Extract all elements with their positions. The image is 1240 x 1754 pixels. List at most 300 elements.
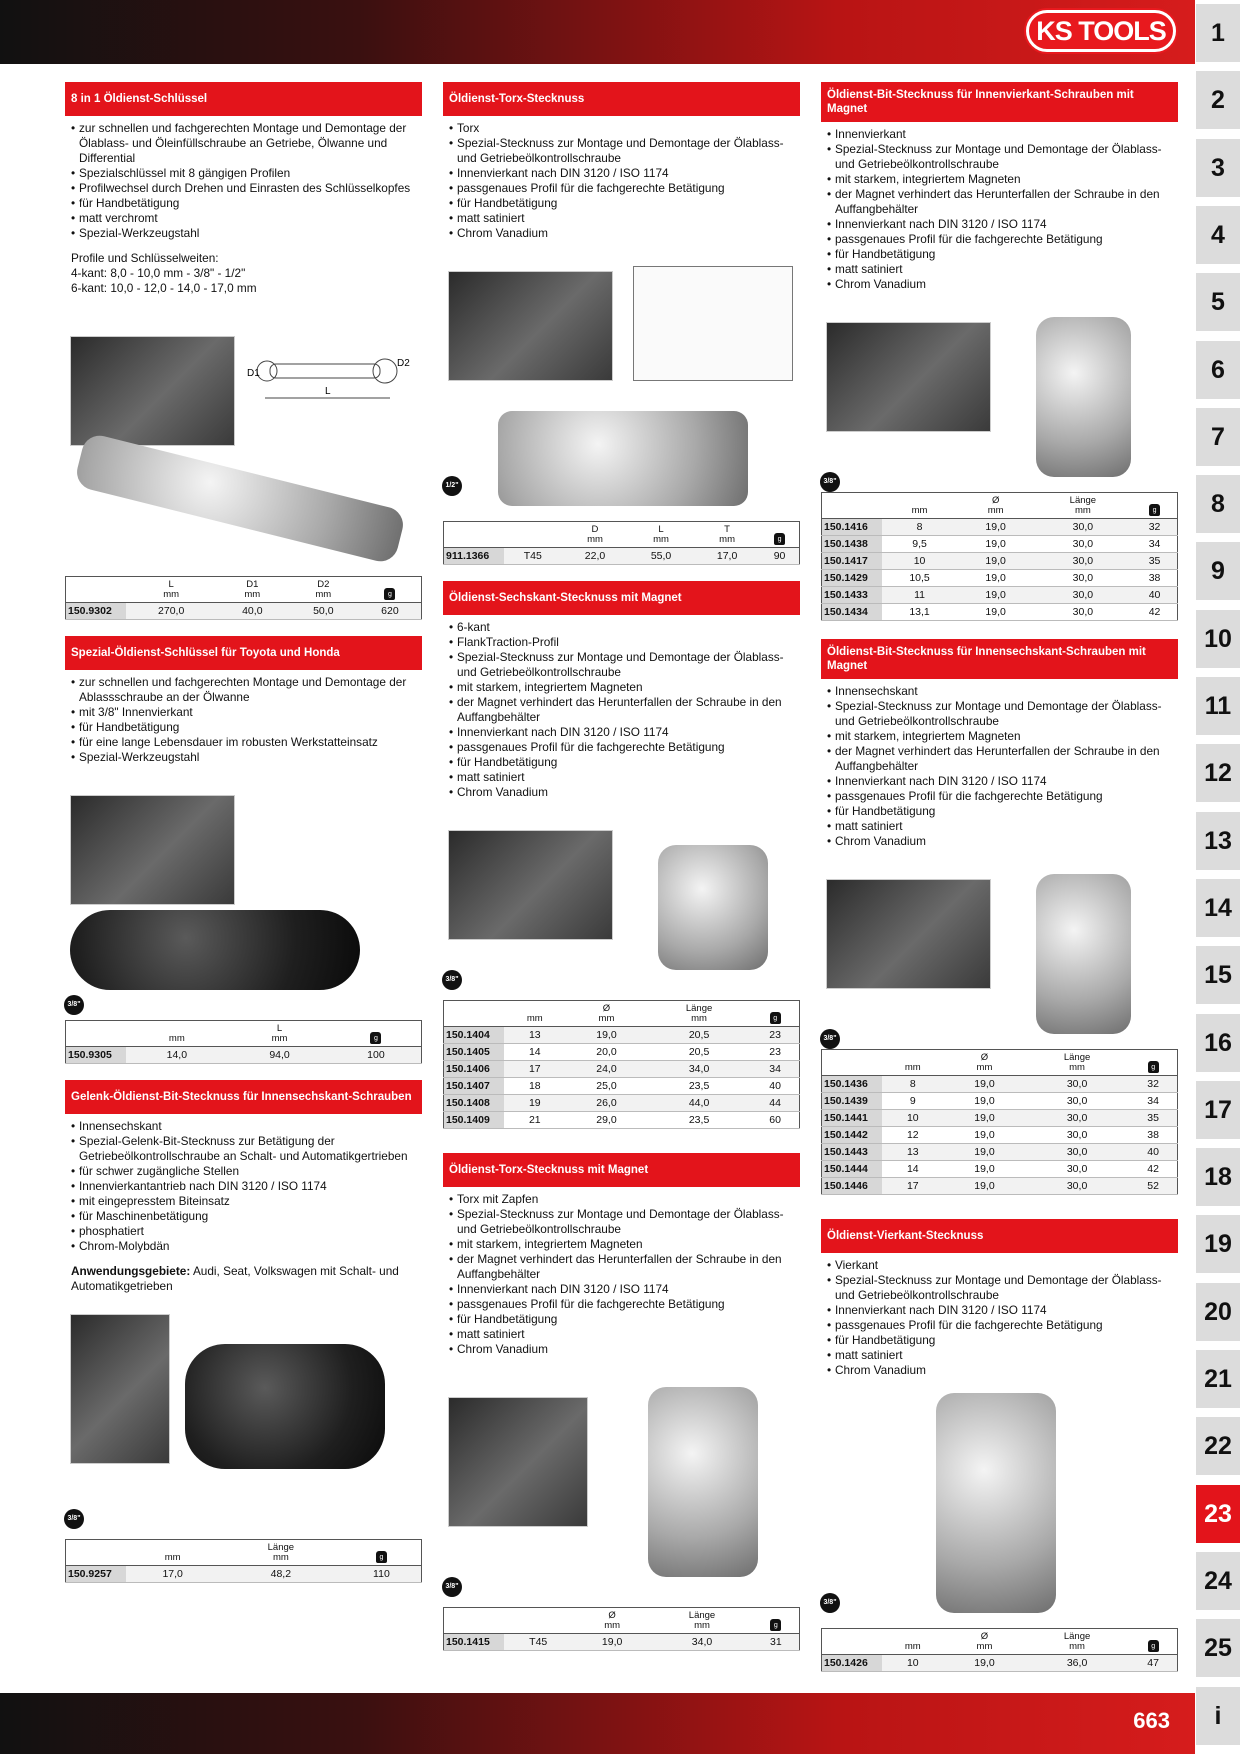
product-torx-socket	[443, 82, 800, 565]
table-cell: 17	[504, 1061, 567, 1078]
usage-value: Audi, Seat, Volkswagen mit Schalt- und Automatikgetrieben	[71, 1264, 399, 1293]
article-number: 150.1426	[822, 1655, 882, 1672]
table-cell: 17,0	[694, 548, 760, 565]
spec-table	[821, 1049, 1178, 1195]
profile-text: Profile und Schlüsselweiten: 4-kant: 8,0 - 10,0 mm - 3/8" - 1/2" 6-kant: 10,0 - 12,0 - 14,0 - 17,0 mm	[71, 251, 257, 295]
header-cell	[760, 522, 799, 548]
spec-table	[443, 521, 800, 565]
table-cell: 30,0	[1034, 587, 1132, 604]
table-row	[822, 587, 1178, 604]
feature-item: • passgenaues Profil für die fachgerechte Betätigung	[827, 789, 1178, 804]
feature-list	[443, 1192, 800, 1357]
header-cell	[331, 1021, 422, 1047]
usage-photo	[448, 830, 613, 940]
drive-size-badge: 3/8"	[442, 970, 462, 990]
dim-d1-label: D1	[247, 368, 260, 379]
table-cell: 19,0	[958, 604, 1034, 621]
product-images	[65, 1304, 422, 1539]
feature-item: • mit starkem, integriertem Magneten	[827, 729, 1178, 744]
article-number: 150.1407	[444, 1078, 504, 1095]
tab-12[interactable]: 12	[1196, 744, 1240, 802]
feature-item: • Chrom Vanadium	[827, 277, 1178, 292]
product-hex-socket-magnet	[443, 581, 800, 1129]
page-number: 663	[1133, 1708, 1170, 1733]
header-cell	[504, 522, 562, 548]
feature-item: • Spezial-Werkzeugstahl	[71, 750, 422, 765]
feature-item: • passgenaues Profil für die fachgerechte Betätigung	[827, 1318, 1178, 1333]
table-cell: 30,0	[1034, 536, 1132, 553]
header-cell: D1 mm	[217, 577, 288, 603]
table-cell: 40	[1129, 1144, 1177, 1161]
drive-size-badge: 1/2"	[442, 476, 462, 496]
usage-photo	[70, 1314, 170, 1464]
feature-item: • mit starkem, integriertem Magneten	[449, 1237, 800, 1252]
header-cell	[66, 577, 126, 603]
article-number: 150.1417	[822, 553, 882, 570]
article-number: 150.1404	[444, 1027, 504, 1044]
table-cell: 30,0	[1025, 1178, 1129, 1195]
feature-item: • Spezial-Stecknuss zur Montage und Demontage der Ölablass- und Getriebeölkontrollschraube	[449, 650, 800, 680]
table-cell: 19,0	[944, 1093, 1025, 1110]
toyota-honda-key-image	[70, 910, 360, 990]
table-cell: 40	[1132, 587, 1177, 604]
drive-size-badge: 3/8"	[820, 1029, 840, 1049]
header-cell	[444, 1001, 504, 1027]
table-cell: 40,0	[217, 603, 288, 620]
tab-9[interactable]: 9	[1196, 542, 1240, 600]
feature-item: • passgenaues Profil für die fachgerechte Betätigung	[449, 740, 800, 755]
table-cell: 52	[1129, 1178, 1177, 1195]
feature-item: • Spezial-Stecknuss zur Montage und Demontage der Ölablass- und Getriebeölkontrollschraube	[827, 699, 1178, 729]
table-row	[822, 604, 1178, 621]
table-row	[444, 1078, 800, 1095]
feature-item: • Chrom Vanadium	[449, 785, 800, 800]
tab-8[interactable]: 8	[1196, 475, 1240, 533]
table-cell: 10	[882, 1110, 945, 1127]
section-title: Öldienst-Torx-Stecknuss mit Magnet	[443, 1153, 800, 1187]
table-cell: 50,0	[288, 603, 359, 620]
table-cell: 32	[1132, 519, 1177, 536]
table-cell: 44	[751, 1095, 799, 1112]
header-cell: mm	[882, 1050, 945, 1076]
table-cell: 34,0	[651, 1634, 752, 1651]
feature-item: • Innenvierkant nach DIN 3120 / ISO 1174	[827, 1303, 1178, 1318]
feature-item: • mit eingepresstem Biteinsatz	[71, 1194, 422, 1209]
article-number: 911.1366	[444, 548, 504, 565]
table-cell: 30,0	[1025, 1076, 1129, 1093]
tab-14[interactable]: 14	[1196, 879, 1240, 937]
product-square-socket	[821, 1219, 1178, 1672]
table-cell: 20,5	[647, 1044, 751, 1061]
table-row	[66, 1047, 422, 1064]
joint-socket-image	[185, 1344, 385, 1469]
feature-item: • passgenaues Profil für die fachgerechte Betätigung	[449, 1297, 800, 1312]
usage-photo	[70, 336, 235, 446]
drive-size-badge: 3/8"	[820, 472, 840, 492]
header-cell: mm	[126, 1021, 229, 1047]
table-cell: 19,0	[944, 1178, 1025, 1195]
product-images	[65, 775, 422, 1020]
table-cell: 19,0	[944, 1076, 1025, 1093]
table-cell: 30,0	[1025, 1161, 1129, 1178]
footer-band	[0, 1693, 1195, 1754]
feature-item: • Spezial-Werkzeugstahl	[71, 226, 422, 241]
table-cell: 20,0	[566, 1044, 647, 1061]
tab-5[interactable]: 5	[1196, 273, 1240, 331]
tab-23[interactable]: 23	[1196, 1485, 1240, 1543]
feature-item: • Innenvierkant nach DIN 3120 / ISO 1174	[827, 217, 1178, 232]
table-cell: 30,0	[1034, 553, 1132, 570]
feature-item: • für Handbetätigung	[449, 1312, 800, 1327]
tab-6[interactable]: 6	[1196, 341, 1240, 399]
tab-1[interactable]: 1	[1196, 4, 1240, 62]
header-cell: Länge mm	[647, 1001, 751, 1027]
table-cell: 23,5	[647, 1112, 751, 1129]
feature-item: • Chrom Vanadium	[827, 1363, 1178, 1378]
table-cell: 19,0	[944, 1110, 1025, 1127]
tab-15[interactable]: 15	[1196, 946, 1240, 1004]
article-number: 150.1415	[444, 1634, 504, 1651]
table-row	[822, 519, 1178, 536]
feature-list	[443, 620, 800, 800]
weight-icon: g	[1148, 1640, 1159, 1652]
table-cell: 38	[1132, 570, 1177, 587]
article-number: 150.1434	[822, 604, 882, 621]
table-cell: 30,0	[1025, 1144, 1129, 1161]
hex-bit-socket-image	[1036, 874, 1131, 1034]
spec-table	[65, 1020, 422, 1064]
header-cell	[444, 522, 504, 548]
usage-photo	[826, 322, 991, 432]
header-cell: mm	[882, 1629, 945, 1655]
tab-19[interactable]: 19	[1196, 1215, 1240, 1273]
feature-list	[821, 1258, 1178, 1378]
feature-item: • matt verchromt	[71, 211, 422, 226]
feature-item: • matt satiniert	[449, 211, 800, 226]
table-cell: 19,0	[566, 1027, 647, 1044]
tab-20[interactable]: 20	[1196, 1283, 1240, 1341]
article-number: 150.1439	[822, 1093, 882, 1110]
tab-17[interactable]: 17	[1196, 1081, 1240, 1139]
table-row	[66, 1566, 422, 1583]
table-row	[444, 1095, 800, 1112]
torx-magnet-socket-image	[648, 1387, 758, 1577]
spec-table	[821, 1628, 1178, 1672]
table-cell: 34	[1132, 536, 1177, 553]
table-cell: 40	[751, 1078, 799, 1095]
feature-item: • matt satiniert	[827, 819, 1178, 834]
tab-11[interactable]: 11	[1196, 677, 1240, 735]
article-number: 150.1436	[822, 1076, 882, 1093]
article-number: 150.1408	[444, 1095, 504, 1112]
table-cell: 22,0	[562, 548, 628, 565]
feature-item: • Chrom Vanadium	[449, 1342, 800, 1357]
feature-item: • matt satiniert	[827, 262, 1178, 277]
header-cell	[66, 1540, 126, 1566]
table-cell: 30,0	[1025, 1127, 1129, 1144]
drive-size-badge: 3/8"	[442, 1577, 462, 1597]
table-cell: 32	[1129, 1076, 1177, 1093]
header-cell	[359, 577, 422, 603]
table-cell: 14	[504, 1044, 567, 1061]
feature-item: • für Handbetätigung	[827, 804, 1178, 819]
product-images	[443, 251, 800, 521]
article-number: 150.1444	[822, 1161, 882, 1178]
table-cell: 13,1	[882, 604, 958, 621]
table-cell: 18	[504, 1078, 567, 1095]
table-cell: 10	[882, 1655, 945, 1672]
tab-i[interactable]: i	[1196, 1687, 1240, 1745]
section-title: Öldienst-Torx-Stecknuss	[443, 82, 800, 116]
table-cell: 90	[760, 548, 799, 565]
article-number: 150.1429	[822, 570, 882, 587]
table-cell: 17,0	[126, 1566, 220, 1583]
table-cell: 9	[882, 1093, 945, 1110]
section-title: Gelenk-Öldienst-Bit-Stecknuss für Innensechskant-Schrauben	[65, 1080, 422, 1114]
table-cell: 21	[504, 1112, 567, 1129]
table-row	[822, 1161, 1178, 1178]
tab-22[interactable]: 22	[1196, 1417, 1240, 1475]
table-row	[822, 536, 1178, 553]
table-cell: 30,0	[1034, 570, 1132, 587]
product-toyota-honda-key	[65, 636, 422, 1064]
feature-item: • Innenvierkant nach DIN 3120 / ISO 1174	[449, 166, 800, 181]
table-cell: 19,0	[573, 1634, 651, 1651]
article-number: 150.1443	[822, 1144, 882, 1161]
tab-10[interactable]: 10	[1196, 610, 1240, 668]
feature-item: • für Maschinenbetätigung	[71, 1209, 422, 1224]
header-cell	[822, 1050, 882, 1076]
table-cell: 34	[751, 1061, 799, 1078]
feature-item: • zur schnellen und fachgerechten Montage und Demontage der Ölablass- und Öleinfüllschraube an Getriebe, Ölwanne und Differential	[71, 121, 422, 166]
feature-item: • für Handbetätigung	[449, 755, 800, 770]
header-cell: Länge mm	[651, 1608, 752, 1634]
feature-item: • für schwer zugängliche Stellen	[71, 1164, 422, 1179]
table-cell: 13	[504, 1027, 567, 1044]
article-number: 150.9305	[66, 1047, 126, 1064]
feature-item: • Chrom Vanadium	[449, 226, 800, 241]
header-cell: D2 mm	[288, 577, 359, 603]
table-cell: 55,0	[628, 548, 694, 565]
feature-list	[65, 675, 422, 765]
hex-socket-image	[658, 845, 768, 970]
table-cell: 30,0	[1034, 604, 1132, 621]
section-title: Öldienst-Bit-Stecknuss für Innensechskant-Schrauben mit Magnet	[821, 639, 1178, 679]
header-cell	[444, 1608, 504, 1634]
product-images	[821, 302, 1178, 492]
feature-item: • Spezial-Stecknuss zur Montage und Demontage der Ölablass- und Getriebeölkontrollschraube	[449, 1207, 800, 1237]
article-number: 150.1416	[822, 519, 882, 536]
header-cell	[504, 1608, 573, 1634]
weight-icon: g	[376, 1551, 387, 1563]
product-images	[443, 1367, 800, 1607]
weight-icon: g	[770, 1012, 781, 1024]
feature-item: • zur schnellen und fachgerechten Montage und Demontage der Ablassschraube an der Ölwanne	[71, 675, 422, 705]
header-cell: Ø mm	[944, 1050, 1025, 1076]
8in1-key-product-image	[73, 432, 407, 565]
header-cell: L mm	[628, 522, 694, 548]
weight-icon: g	[1149, 504, 1160, 516]
table-cell: 14	[882, 1161, 945, 1178]
feature-item: • Spezial-Gelenk-Bit-Stecknuss zur Betätigung der Getriebeölkontrollschraube an Schalt- und Automatikgertrieben	[71, 1134, 422, 1164]
table-cell: 25,0	[566, 1078, 647, 1095]
table-cell: 35	[1132, 553, 1177, 570]
feature-item: • Innenvierkant nach DIN 3120 / ISO 1174	[449, 1282, 800, 1297]
feature-item: • Innenvierkant	[827, 127, 1178, 142]
table-cell: 19	[504, 1095, 567, 1112]
header-cell: D mm	[562, 522, 628, 548]
table-cell: 34	[1129, 1093, 1177, 1110]
table-cell: 17	[882, 1178, 945, 1195]
table-cell: 47	[1129, 1655, 1177, 1672]
tab-3[interactable]: 3	[1196, 139, 1240, 197]
tab-25[interactable]: 25	[1196, 1619, 1240, 1677]
dim-l-label: L	[325, 386, 331, 397]
table-cell: 19,0	[944, 1144, 1025, 1161]
article-number: 150.1433	[822, 587, 882, 604]
article-number: 150.1438	[822, 536, 882, 553]
table-cell: 20,5	[647, 1027, 751, 1044]
header-cell: mm	[882, 493, 958, 519]
product-joint-bit-socket	[65, 1080, 422, 1583]
table-cell: 31	[753, 1634, 800, 1651]
feature-item: • für Handbetätigung	[449, 196, 800, 211]
feature-item: • der Magnet verhindert das Herunterfallen der Schraube in den Auffangbehälter	[827, 187, 1178, 217]
spec-table	[443, 1000, 800, 1129]
weight-icon: g	[370, 1032, 381, 1044]
table-cell: 110	[342, 1566, 422, 1583]
feature-item: • für eine lange Lebensdauer im robusten Werkstatteinsatz	[71, 735, 422, 750]
weight-icon: g	[774, 533, 785, 545]
article-number: 150.9302	[66, 603, 126, 620]
table-cell: 13	[882, 1144, 945, 1161]
table-cell: 44,0	[647, 1095, 751, 1112]
spec-table	[65, 576, 422, 620]
header-cell: mm	[504, 1001, 567, 1027]
tab-16[interactable]: 16	[1196, 1014, 1240, 1072]
feature-item: • passgenaues Profil für die fachgerechte Betätigung	[449, 181, 800, 196]
article-number: 150.1409	[444, 1112, 504, 1129]
tab-18[interactable]: 18	[1196, 1148, 1240, 1206]
feature-item: • Innensechskant	[71, 1119, 422, 1134]
tab-7[interactable]: 7	[1196, 408, 1240, 466]
feature-item: • Innensechskant	[827, 684, 1178, 699]
table-row	[66, 603, 422, 620]
feature-item: • für Handbetätigung	[71, 196, 422, 211]
feature-list	[821, 127, 1178, 292]
feature-list	[65, 1119, 422, 1254]
table-cell: 94,0	[228, 1047, 331, 1064]
column-2	[443, 82, 800, 1667]
table-row	[822, 1655, 1178, 1672]
feature-item: • mit starkem, integriertem Magneten	[827, 172, 1178, 187]
feature-item: • der Magnet verhindert das Herunterfallen der Schraube in den Auffangbehälter	[449, 695, 800, 725]
feature-item: • matt satiniert	[827, 1348, 1178, 1363]
feature-item: • für Handbetätigung	[71, 720, 422, 735]
header-cell: L mm	[228, 1021, 331, 1047]
table-cell: 19,0	[944, 1655, 1025, 1672]
header-cell: Ø mm	[573, 1608, 651, 1634]
dim-d2-label: D2	[397, 358, 410, 369]
table-row	[444, 1112, 800, 1129]
table-row	[444, 1061, 800, 1078]
table-cell: 60	[751, 1112, 799, 1129]
feature-item: • Profilwechsel durch Drehen und Einrasten des Schlüsselkopfes	[71, 181, 422, 196]
header-cell: Länge mm	[220, 1540, 342, 1566]
usage-photo	[448, 1397, 588, 1527]
table-cell: 14,0	[126, 1047, 229, 1064]
header-cell	[751, 1001, 799, 1027]
header-cell: Ø mm	[566, 1001, 647, 1027]
tab-2[interactable]: 2	[1196, 71, 1240, 129]
table-cell: 10	[882, 553, 958, 570]
section-title: Öldienst-Bit-Stecknuss für Innenvierkant-Schrauben mit Magnet	[821, 82, 1178, 122]
article-number: 150.9257	[66, 1566, 126, 1583]
table-cell: 11	[882, 587, 958, 604]
feature-item: • der Magnet verhindert das Herunterfallen der Schraube in den Auffangbehälter	[827, 744, 1178, 774]
feature-item: • Chrom-Molybdän	[71, 1239, 422, 1254]
header-cell: Ø mm	[958, 493, 1034, 519]
product-torx-socket-magnet	[443, 1153, 800, 1651]
spec-table	[821, 492, 1178, 621]
table-row	[822, 553, 1178, 570]
header-cell: Länge mm	[1025, 1629, 1129, 1655]
table-cell: 620	[359, 603, 422, 620]
table-row	[822, 1178, 1178, 1195]
article-number: 150.1405	[444, 1044, 504, 1061]
header-cell	[66, 1021, 126, 1047]
header-cell: mm	[126, 1540, 220, 1566]
tab-24[interactable]: 24	[1196, 1552, 1240, 1610]
tab-13[interactable]: 13	[1196, 812, 1240, 870]
usage-photo	[448, 271, 613, 381]
feature-list	[443, 121, 800, 241]
drive-size-badge: 3/8"	[64, 1509, 84, 1529]
header-cell: Ø mm	[944, 1629, 1025, 1655]
drive-size-badge: 3/8"	[64, 995, 84, 1015]
section-title: Öldienst-Vierkant-Stecknuss	[821, 1219, 1178, 1253]
table-cell: 9,5	[882, 536, 958, 553]
dimension-drawing	[245, 346, 415, 416]
tab-21[interactable]: 21	[1196, 1350, 1240, 1408]
torx-socket-image	[498, 411, 748, 506]
table-row	[822, 1144, 1178, 1161]
header-cell	[822, 1629, 882, 1655]
feature-item: • matt satiniert	[449, 1327, 800, 1342]
feature-item: • mit starkem, integriertem Magneten	[449, 680, 800, 695]
table-cell: 19,0	[958, 553, 1034, 570]
tab-4[interactable]: 4	[1196, 206, 1240, 264]
table-cell: 42	[1132, 604, 1177, 621]
header-cell: T mm	[694, 522, 760, 548]
spec-table	[443, 1607, 800, 1651]
table-cell: 23	[751, 1027, 799, 1044]
table-cell: T45	[504, 1634, 573, 1651]
table-cell: 26,0	[566, 1095, 647, 1112]
weight-icon: g	[770, 1619, 781, 1631]
table-row	[822, 1127, 1178, 1144]
table-cell: 12	[882, 1127, 945, 1144]
feature-item: • Spezial-Stecknuss zur Montage und Demontage der Ölablass- und Getriebeölkontrollschraube	[827, 1273, 1178, 1303]
feature-item: • Innenvierkantantrieb nach DIN 3120 / ISO 1174	[71, 1179, 422, 1194]
usage-label: Anwendungsgebiete:	[71, 1264, 191, 1278]
table-cell: 10,5	[882, 570, 958, 587]
feature-item: • Spezial-Stecknuss zur Montage und Demontage der Ölablass- und Getriebeölkontrollschraube	[449, 136, 800, 166]
feature-item: • Vierkant	[827, 1258, 1178, 1273]
product-images	[443, 810, 800, 1000]
table-cell: 19,0	[958, 570, 1034, 587]
table-cell: 35	[1129, 1110, 1177, 1127]
